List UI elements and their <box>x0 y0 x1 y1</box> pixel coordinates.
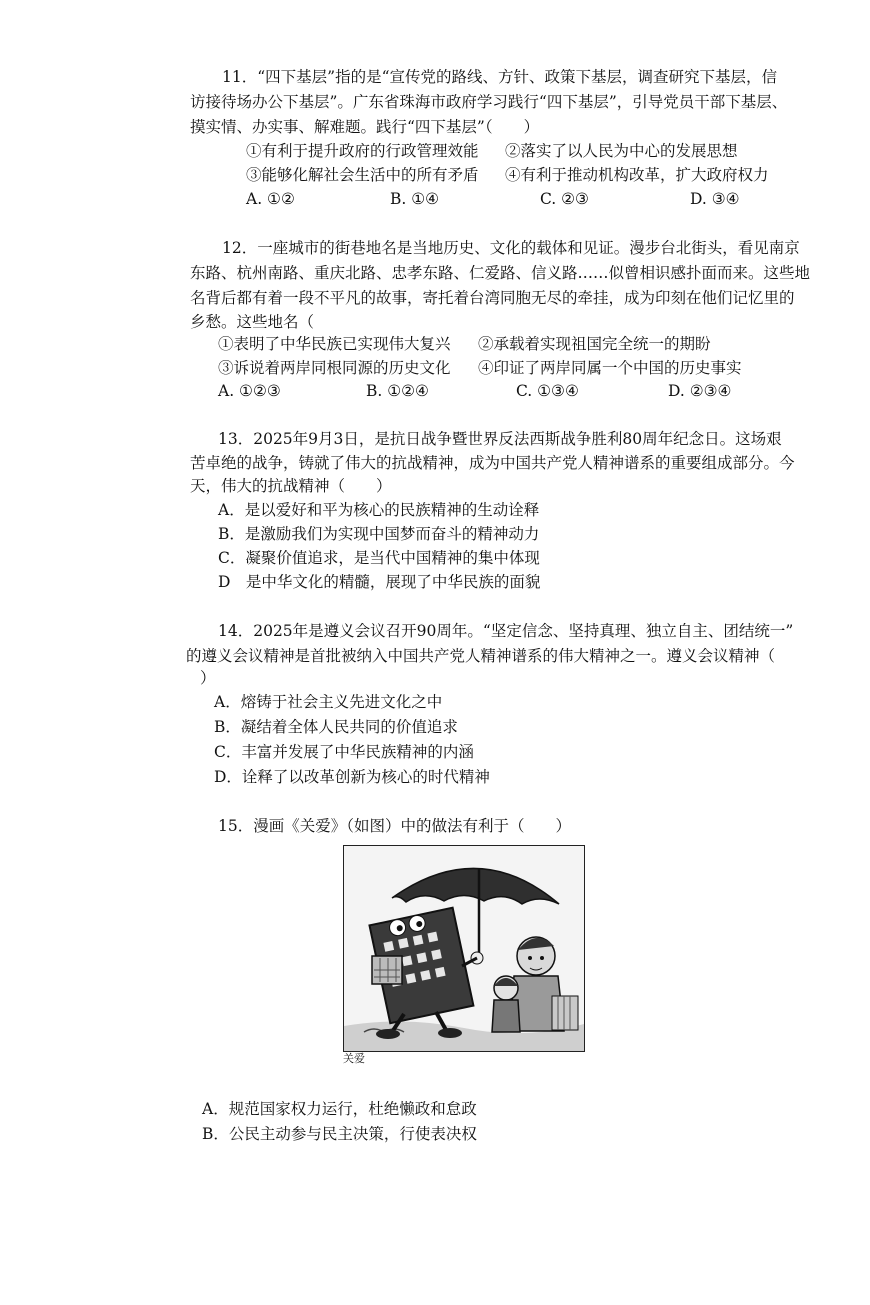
q12-choice-d[interactable]: D. ②③④ <box>668 382 732 400</box>
q15-option-b[interactable]: B．公民主动参与民主决策，行使表决权 <box>202 1125 477 1143</box>
q12-choice-a[interactable]: A. ①②③ <box>218 382 281 400</box>
q11-stem-line-2: 访接待场办公下基层”。广东省珠海市政府学习践行“四下基层”，引导党员干部下基层、 <box>190 93 788 111</box>
q14-option-d[interactable]: D．诠释了以改革创新为核心的时代精神 <box>214 768 490 786</box>
q11-choice-b[interactable]: B. ①④ <box>390 190 440 208</box>
cartoon-caption: 关爱 <box>343 1052 365 1065</box>
q11-choice-d[interactable]: D. ③④ <box>690 190 740 208</box>
q13-option-b[interactable]: B．是激励我们为实现中国梦而奋斗的精神动力 <box>218 525 540 543</box>
q13-option-a[interactable]: A．是以爱好和平为核心的民族精神的生动诠释 <box>218 501 540 519</box>
q11-choice-c[interactable]: C. ②③ <box>540 190 589 208</box>
q13-stem-line-2: 苦卓绝的战争，铸就了伟大的抗战精神，成为中国共产党人精神谱系的重要组成部分。今 <box>190 454 795 472</box>
q12-statement-3: ③诉说着两岸同根同源的历史文化 <box>218 359 451 377</box>
q11-choice-a[interactable]: A. ①② <box>246 190 295 208</box>
q12-choice-c[interactable]: C. ①③④ <box>516 382 579 400</box>
q13-stem-line-3: 天，伟大的抗战精神（ ） <box>190 477 392 495</box>
q12-stem-line-1: 12．一座城市的街巷地名是当地历史、文化的载体和见证。漫步台北街头，看见南京 <box>222 239 800 257</box>
q12-choice-b[interactable]: B. ①②④ <box>366 382 429 400</box>
cartoon-image <box>343 845 585 1052</box>
q14-option-b[interactable]: B．凝结着全体人民共同的价值追求 <box>214 718 458 736</box>
q15-stem: 15．漫画《关爱》（如图）中的做法有利于（ ） <box>218 817 571 835</box>
q13-option-d[interactable]: D 是中华文化的精髓，展现了中华民族的面貌 <box>218 573 541 591</box>
q11-statement-4: ④有利于推动机构改革，扩大政府权力 <box>505 166 769 184</box>
q11-statement-1: ①有利于提升政府的行政管理效能 <box>246 142 479 160</box>
q14-option-c[interactable]: C．丰富并发展了中华民族精神的内涵 <box>214 743 474 761</box>
q14-stem-line-3: ） <box>200 669 216 687</box>
q12-stem-line-3: 名背后都有着一段不平凡的故事，寄托着台湾同胞无尽的牵挂，成为印刻在他们记忆里的 <box>190 289 795 307</box>
q12-statement-4: ④印证了两岸同属一个中国的历史事实 <box>478 359 742 377</box>
q15-option-a[interactable]: A．规范国家权力运行，杜绝懒政和怠政 <box>202 1100 477 1118</box>
q13-option-c[interactable]: C．凝聚价值追求，是当代中国精神的集中体现 <box>218 549 540 567</box>
q12-statement-2: ②承载着实现祖国完全统一的期盼 <box>478 335 711 353</box>
q11-statement-3: ③能够化解社会生活中的所有矛盾 <box>246 166 479 184</box>
q12-stem-line-4: 乡愁。这些地名（ <box>190 313 315 331</box>
q14-stem-line-1: 14．2025年是遵义会议召开90周年。“坚定信念、坚持真理、独立自主、团结统一” <box>218 622 794 640</box>
q11-stem-line-1: 11．“四下基层”指的是“宣传党的路线、方针、政策下基层，调查研究下基层，信 <box>222 68 777 86</box>
q14-option-a[interactable]: A．熔铸于社会主义先进文化之中 <box>214 693 443 711</box>
q11-statement-2: ②落实了以人民为中心的发展思想 <box>505 142 738 160</box>
cartoon-illustration <box>344 846 584 1051</box>
q12-stem-line-2: 东路、杭州南路、重庆北路、忠孝东路、仁爱路、信义路……似曾相识感扑面而来。这些地 <box>190 264 811 282</box>
q14-stem-line-2: 的遵义会议精神是首批被纳入中国共产党人精神谱系的伟大精神之一。遵义会议精神（ <box>186 647 776 665</box>
q11-stem-line-3: 摸实情、办实事、解难题。践行“四下基层”（ ） <box>190 118 540 136</box>
q13-stem-line-1: 13．2025年9月3日，是抗日战争暨世界反法西斯战争胜利80周年纪念日。这场艰 <box>218 430 782 448</box>
q12-statement-1: ①表明了中华民族已实现伟大复兴 <box>218 335 451 353</box>
